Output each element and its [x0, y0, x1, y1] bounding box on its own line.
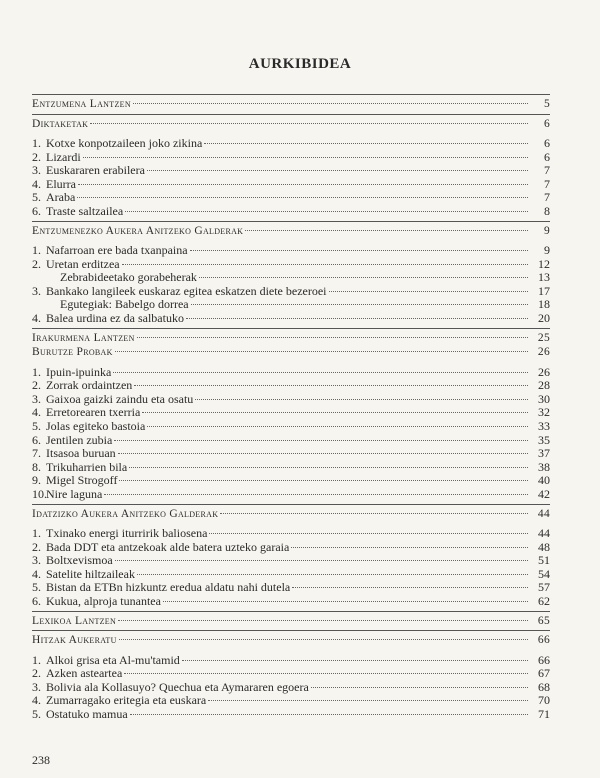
- leader-dots: [119, 479, 528, 481]
- toc-entry-number: 2.: [32, 539, 41, 554]
- toc-entry-number: 4.: [32, 693, 41, 708]
- toc-heading-label: Entzumenezko Aukera Anitzeko Galderak: [32, 224, 244, 237]
- leader-dots: [142, 411, 528, 413]
- toc-page-number: 17: [538, 283, 550, 298]
- toc-entry[interactable]: [32, 461, 550, 475]
- leader-dots: [134, 384, 528, 386]
- toc-entry[interactable]: [32, 285, 550, 299]
- toc-page-number: 71: [538, 707, 550, 721]
- toc-entry-label: Traste saltzailea: [46, 203, 124, 218]
- leader-dots: [147, 425, 528, 427]
- toc-page-number: 28: [538, 378, 550, 393]
- toc-entry-number: 1.: [32, 364, 41, 379]
- toc-entry-number: 3.: [32, 163, 41, 178]
- toc-entry-number: 3.: [32, 553, 41, 568]
- toc-entry[interactable]: [32, 312, 550, 326]
- toc-entry-label: Gaixoa gaizki zaindu eta osatu: [46, 391, 194, 406]
- toc-page-number: 35: [538, 432, 550, 447]
- toc-entry-label: Euskararen erabilera: [46, 163, 145, 178]
- toc-page-number: 44: [538, 526, 550, 541]
- toc-entry-number: 10.: [32, 486, 47, 501]
- toc-entry-number: 1.: [32, 652, 41, 667]
- leader-dots: [245, 229, 528, 231]
- toc-entry-label: Zorrak ordaintzen: [46, 378, 133, 393]
- toc-entry-number: 6.: [32, 432, 41, 447]
- toc-section: [32, 630, 550, 721]
- leader-dots: [291, 546, 528, 548]
- table-of-contents: [32, 94, 550, 724]
- leader-dots: [78, 183, 528, 185]
- toc-entry[interactable]: [32, 366, 550, 380]
- toc-heading-label: Lexikoa Lantzen: [32, 614, 117, 627]
- toc-entry-label: Boltxevismoa: [46, 553, 113, 568]
- toc-page-number: 62: [538, 594, 550, 609]
- toc-entry[interactable]: [32, 488, 550, 502]
- toc-entry-label: Jolas egiteko bastoia: [46, 419, 146, 433]
- toc-section: [32, 221, 550, 326]
- toc-page-number: 20: [538, 311, 550, 326]
- leader-dots: [104, 493, 528, 495]
- leader-dots: [90, 122, 528, 124]
- toc-entry-label: Egutegiak: Babelgo dorrea: [60, 297, 189, 312]
- toc-page-number: 37: [538, 446, 550, 461]
- toc-page-number: 30: [538, 391, 550, 406]
- toc-page-number: 18: [538, 297, 550, 312]
- toc-entry-label: Itsasoa buruan: [46, 446, 116, 461]
- toc-entry[interactable]: [32, 137, 550, 151]
- toc-entry-label: Alkoi grisa eta Al-mu'tamid: [46, 652, 180, 667]
- toc-page-number: 70: [538, 693, 550, 708]
- toc-entry[interactable]: [32, 379, 550, 393]
- toc-page-number: 7: [544, 190, 550, 205]
- toc-page-number: 38: [538, 459, 550, 474]
- leader-dots: [220, 512, 528, 514]
- leader-dots: [292, 586, 528, 588]
- toc-entry-number: 5.: [32, 707, 41, 721]
- toc-entry-number: 3.: [32, 283, 41, 298]
- leader-dots: [186, 317, 528, 319]
- toc-entry-number: 1.: [32, 526, 41, 541]
- toc-entry-label: Elurra: [46, 176, 76, 191]
- toc-page-number: 25: [537, 331, 550, 344]
- toc-entry-label: Araba: [46, 190, 76, 205]
- toc-page-number: 33: [538, 419, 550, 433]
- leader-dots: [137, 336, 528, 338]
- toc-entry-label: Bolivia ala Kollasuyo? Quechua eta Aymararen egoera: [46, 679, 309, 694]
- leader-dots: [129, 466, 528, 468]
- toc-entry-label: Bistan da ETBn hizkuntz eredua aldatu nahi dutela: [46, 580, 291, 595]
- toc-entry-label: Uretan erditzea: [46, 256, 120, 271]
- toc-entry-label: Erretorearen txerria: [46, 405, 141, 420]
- toc-entry[interactable]: [32, 667, 550, 681]
- toc-page-number: 6: [544, 136, 550, 150]
- toc-entry-label: Zumarragako eritegia eta euskara: [46, 693, 207, 708]
- toc-section: [32, 611, 550, 629]
- toc-heading-label: Irakurmena Lantzen: [32, 331, 135, 344]
- toc-page-number: 9: [544, 243, 550, 258]
- leader-dots: [311, 686, 528, 688]
- toc-page-number: 7: [544, 163, 550, 178]
- toc-entry[interactable]: [32, 244, 550, 258]
- toc-entry-number: 2.: [32, 256, 41, 271]
- toc-entry-number: 4.: [32, 176, 41, 191]
- toc-entry-number: 7.: [32, 446, 41, 461]
- toc-entry-number: 6.: [32, 594, 41, 609]
- toc-entry[interactable]: [32, 474, 550, 488]
- leader-dots: [115, 350, 528, 352]
- leader-dots: [124, 672, 528, 674]
- leader-dots: [133, 102, 528, 104]
- toc-entry[interactable]: [32, 681, 550, 695]
- toc-entry-number: 4.: [32, 405, 41, 420]
- toc-page-number: 12: [538, 256, 550, 271]
- toc-entry-label: Txinako energi iturririk baliosena: [46, 526, 208, 541]
- leader-dots: [191, 303, 528, 305]
- toc-page-number: 67: [538, 666, 550, 681]
- leader-dots: [125, 210, 528, 212]
- toc-entry-number: 2.: [32, 666, 41, 681]
- toc-heading-label: Hitzak Aukeratu: [32, 634, 117, 647]
- leader-dots: [199, 276, 528, 278]
- toc-entry[interactable]: [32, 406, 550, 420]
- toc-page-number: 26: [537, 346, 550, 359]
- toc-entry[interactable]: [32, 541, 550, 555]
- leader-dots: [182, 659, 528, 661]
- toc-page-number: 68: [538, 679, 550, 694]
- toc-entry-label: Kukua, alproja tunantea: [46, 594, 161, 609]
- leader-dots: [118, 619, 528, 621]
- leader-dots: [113, 371, 528, 373]
- toc-entry-label: Migel Strogoff: [46, 473, 118, 488]
- toc-entry-label: Kotxe konpotzaileen joko zikina: [46, 136, 203, 150]
- page-title: AURKIBIDEA: [248, 56, 352, 72]
- toc-entry-number: 3.: [32, 391, 41, 406]
- toc-entry[interactable]: [32, 151, 550, 165]
- toc-entry-number: 5.: [32, 190, 41, 205]
- toc-entry-label: Azken asteartea: [46, 666, 123, 681]
- toc-heading[interactable]: [32, 117, 550, 132]
- toc-page-number: 13: [538, 270, 550, 285]
- toc-heading[interactable]: [32, 224, 550, 239]
- toc-entry[interactable]: [32, 554, 550, 568]
- toc-heading[interactable]: [32, 633, 550, 648]
- page-number: 238: [32, 753, 50, 767]
- toc-entry-label: Zebrabideetako gorabeherak: [60, 270, 197, 285]
- toc-entry-number: 3.: [32, 679, 41, 694]
- toc-page-number: 8: [544, 203, 550, 218]
- toc-entry[interactable]: [32, 205, 550, 219]
- toc-heading[interactable]: [32, 614, 550, 629]
- leader-dots: [163, 600, 528, 602]
- toc-entry-number: 2.: [32, 378, 41, 393]
- toc-entry-number: 5.: [32, 580, 41, 595]
- toc-page-number: 6: [543, 117, 550, 130]
- leader-dots: [77, 196, 528, 198]
- toc-entry-number: 5.: [32, 419, 41, 433]
- toc-entry[interactable]: [32, 694, 550, 708]
- toc-entry[interactable]: [32, 581, 550, 595]
- toc-entry[interactable]: [32, 420, 550, 434]
- toc-entry-number: 6.: [32, 203, 41, 218]
- toc-entry[interactable]: [32, 178, 550, 192]
- toc-entry-label: Nire laguna: [46, 486, 103, 501]
- toc-entry[interactable]: [32, 164, 550, 178]
- toc-heading[interactable]: [32, 97, 550, 112]
- toc-heading[interactable]: [32, 331, 550, 346]
- toc-heading[interactable]: [32, 507, 550, 522]
- toc-entry-number: 4.: [32, 566, 41, 581]
- toc-entry[interactable]: [32, 191, 550, 205]
- leader-dots: [122, 263, 528, 265]
- toc-section: [32, 328, 550, 502]
- toc-entry-label: Nafarroan ere bada txanpaina: [46, 243, 188, 258]
- leader-dots: [83, 156, 528, 158]
- toc-entry[interactable]: [32, 595, 550, 609]
- toc-page-number: 7: [544, 176, 550, 191]
- toc-entry-number: 4.: [32, 311, 41, 326]
- toc-entry-number: 8.: [32, 459, 41, 474]
- toc-heading-label: Burutze Probak: [32, 346, 113, 359]
- toc-entry-number: 1.: [32, 136, 41, 150]
- toc-page-number: 26: [538, 364, 550, 379]
- toc-entry-number: 9.: [32, 473, 41, 488]
- toc-entry-label: Jentilen zubia: [46, 432, 113, 447]
- leader-dots: [208, 699, 528, 701]
- toc-page-number: 32: [538, 405, 550, 420]
- toc-heading-label: Idatzizko Aukera Anitzeko Galderak: [32, 507, 219, 520]
- leader-dots: [204, 142, 528, 144]
- toc-entry-label: Bankako langileek euskaraz egitea eskatzen diete bezeroei: [46, 283, 327, 298]
- toc-entry[interactable]: [32, 271, 550, 285]
- toc-entry[interactable]: [32, 654, 550, 668]
- toc-entry-label: Ostatuko mamua: [46, 707, 128, 721]
- toc-page-number: 66: [537, 634, 550, 647]
- toc-entry-label: Trikuharrien bila: [46, 459, 128, 474]
- toc-page-number: 9: [543, 224, 550, 237]
- toc-heading-label: Diktaketak: [32, 117, 89, 130]
- leader-dots: [209, 532, 528, 534]
- toc-heading-label: Entzumena Lantzen: [32, 98, 131, 110]
- toc-entry[interactable]: [32, 393, 550, 407]
- toc-entry[interactable]: [32, 298, 550, 312]
- leader-dots: [195, 398, 528, 400]
- toc-page-number: 44: [537, 507, 550, 520]
- toc-entry-label: Ipuin-ipuinka: [46, 364, 112, 379]
- toc-section: [32, 504, 550, 609]
- toc-entry[interactable]: [32, 568, 550, 582]
- toc-section: [32, 94, 550, 112]
- toc-page-number: 65: [537, 614, 550, 627]
- toc-page-number: 51: [538, 553, 550, 568]
- toc-page-number: 66: [538, 652, 550, 667]
- toc-page-number: 48: [538, 539, 550, 554]
- toc-entry[interactable]: [32, 434, 550, 448]
- toc-entry[interactable]: [32, 258, 550, 272]
- leader-dots: [329, 290, 528, 292]
- toc-entry[interactable]: [32, 447, 550, 461]
- leader-dots: [114, 439, 528, 441]
- toc-page-number: 5: [543, 98, 550, 110]
- leader-dots: [137, 573, 528, 575]
- leader-dots: [190, 249, 528, 251]
- toc-entry-label: Balea urdina ez da salbatuko: [46, 311, 184, 326]
- leader-dots: [147, 169, 528, 171]
- toc-entry-number: 2.: [32, 149, 41, 164]
- toc-entry[interactable]: [32, 527, 550, 541]
- leader-dots: [130, 713, 528, 715]
- toc-page-number: 57: [538, 580, 550, 595]
- leader-dots: [115, 559, 528, 561]
- toc-page-number: 40: [538, 473, 550, 488]
- toc-entry-label: Lizardi: [46, 149, 81, 164]
- toc-heading[interactable]: [32, 345, 550, 360]
- toc-section: [32, 114, 550, 219]
- toc-entry-number: 1.: [32, 243, 41, 258]
- toc-entry[interactable]: [32, 708, 550, 722]
- toc-page-number: 6: [544, 149, 550, 164]
- toc-page-number: 42: [538, 486, 550, 501]
- toc-entry-label: Bada DDT eta antzekoak alde batera uzteko garaia: [46, 539, 290, 554]
- leader-dots: [119, 638, 528, 640]
- toc-page-number: 54: [538, 566, 550, 581]
- toc-entry-label: Satelite hiltzaileak: [46, 566, 135, 581]
- leader-dots: [118, 452, 528, 454]
